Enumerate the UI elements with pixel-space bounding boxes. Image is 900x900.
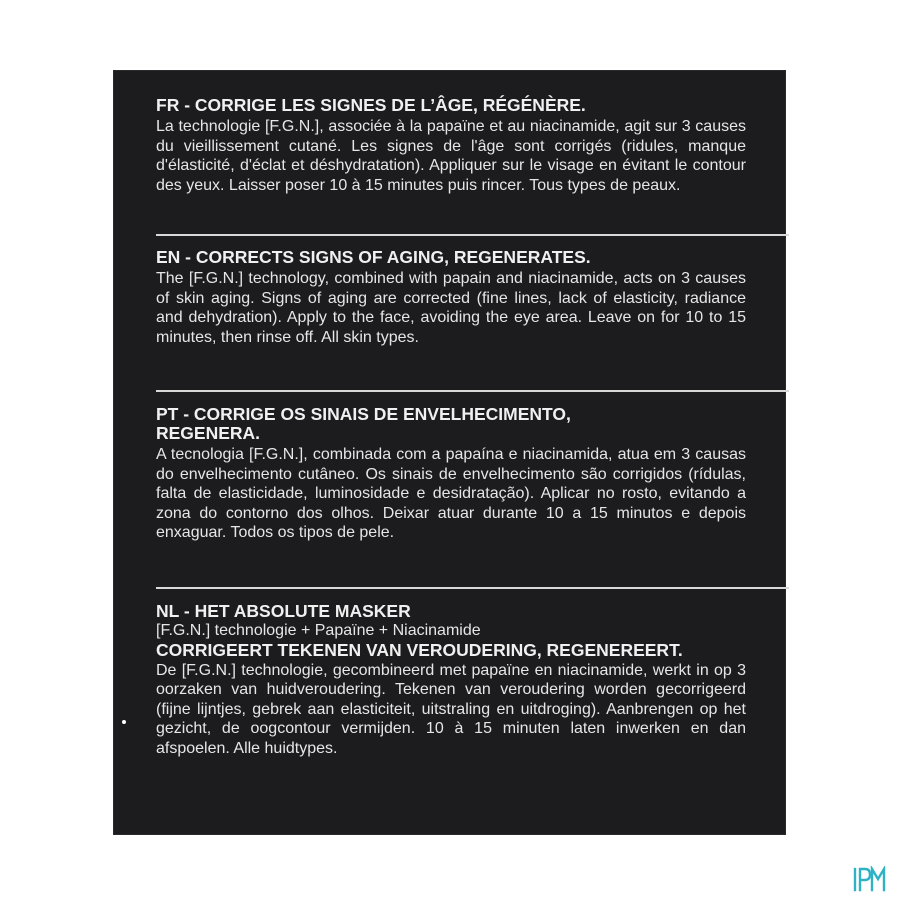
ipm-watermark-logo [852,866,886,892]
heading-en: EN - CORRECTS SIGNS OF AGING, REGENERATES. [156,247,591,267]
heading-nl: NL - HET ABSOLUTE MASKER [156,601,411,621]
heading-pt-line1: PT - CORRIGE OS SINAIS DE ENVELHECIMENTO, [156,404,571,424]
body-en: The [F.G.N.] technology, combined with papain and niacinamide, acts on 3 causes of skin aging. Signs of aging are corrected (fine lines, lack of elasticity, radiance and dehydration). Apply to the face, avoiding the eye area. Leave on for 10 to 15 minutes, then rinse off. All skin types. [156,270,746,346]
edge-dot [122,720,126,724]
ingredients-nl: [F.G.N.] technologie + Papaïne + Niacinamide [156,622,481,639]
divider-3 [156,587,789,589]
product-label-panel [113,70,786,835]
heading-pt-line2: REGENERA. [156,423,261,443]
body-fr: La technologie [F.G.N.], associée à la papaïne et au niacinamide, agit sur 3 causes du vieillissement cutané. Les signes de l'âge sont corrigés (ridules, manque d'élasticité, d'éclat et déshydratation). Appliquer sur le visage en évitant le contour des yeux. Laisser poser 10 à 15 minutes puis rincer. Tous types de peaux. [156,118,746,194]
divider-1 [156,234,789,236]
heading-fr: FR - CORRIGE LES SIGNES DE L’ÂGE, RÉGÉNÈRE. [156,95,586,115]
subheading-nl: CORRIGEERT TEKENEN VAN VEROUDERING, REGENEREERT. [156,639,683,660]
section-fr [156,96,746,195]
body-pt: A tecnologia [F.G.N.], combinada com a papaína e niacinamida, atua em 3 causas do envelhecimento cutâneo. Os sinais de envelhecimento são corrigidos (rídulas, falta de elasticidade, luminosidade e desidratação). Aplicar no rosto, evitando a zona do contorno dos olhos. Deixar atuar durante 10 a 15 minutos e depois enxaguar. Todos os tipos de pele. [156,446,746,542]
divider-2 [156,390,789,392]
section-pt [156,405,746,543]
section-en [156,248,746,347]
section-nl [156,602,746,759]
body-nl: De [F.G.N.] technologie, gecombineerd met papaïne en niacinamide, werkt in op 3 oorzaken van huidveroudering. Tekenen van veroudering worden gecorrigeerd (fijne lijntjes, gebrek aan elasticiteit, uitstraling en uitdroging). Aanbrengen op het gezicht, de oogcontour vermijden. 10 à 15 minuten laten inwerken en dan afspoelen. Alle huidtypes. [156,661,746,757]
